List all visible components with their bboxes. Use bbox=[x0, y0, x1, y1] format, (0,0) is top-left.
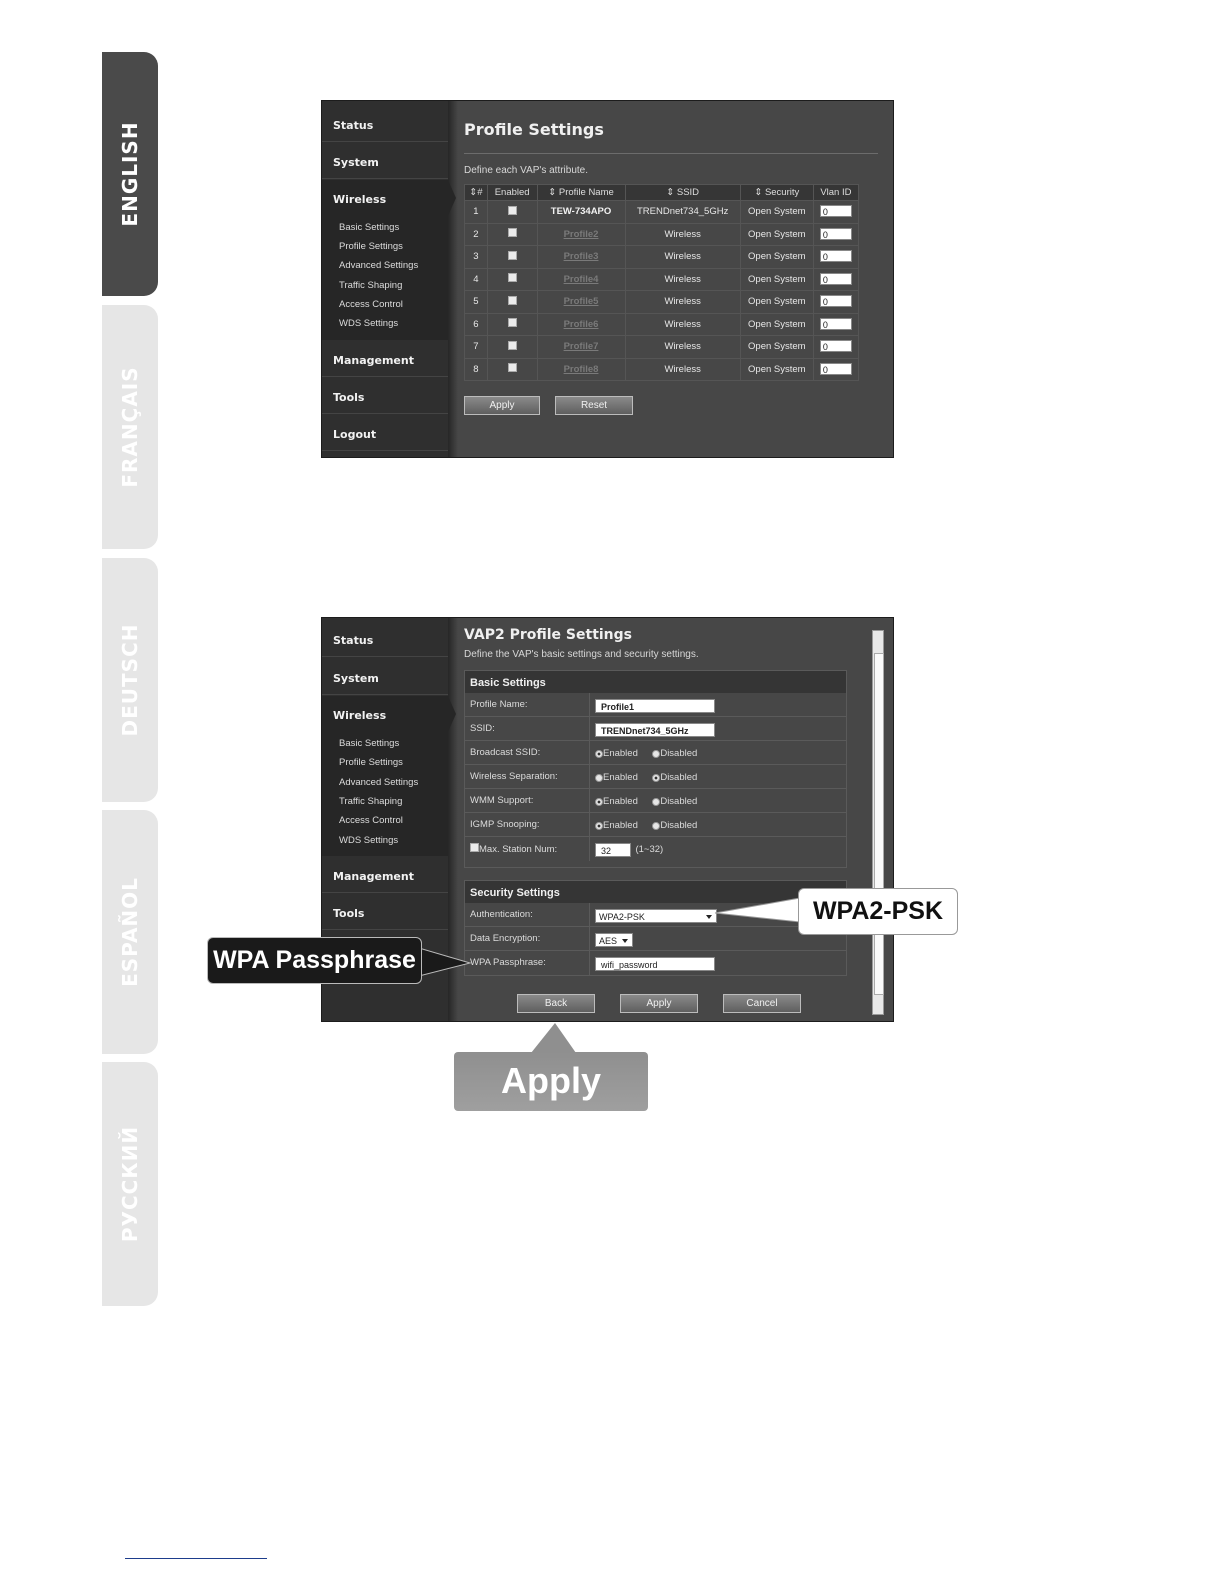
nav-tools[interactable]: Tools bbox=[322, 378, 448, 414]
table-row bbox=[465, 291, 859, 314]
row-security: Open System bbox=[740, 201, 813, 224]
table-row bbox=[465, 313, 859, 336]
wmm-enabled-radio[interactable] bbox=[595, 798, 603, 806]
footer-rule bbox=[125, 1558, 267, 1559]
row-profile-name[interactable]: Profile7 bbox=[537, 336, 625, 359]
col-vlan-id[interactable]: Vlan ID bbox=[813, 185, 858, 201]
nav-sub-profile-settings[interactable]: Profile Settings bbox=[339, 757, 403, 768]
nav-sub-traffic-shaping[interactable]: Traffic Shaping bbox=[339, 280, 403, 291]
vertical-scrollbar[interactable] bbox=[872, 630, 884, 1015]
row-security: Open System bbox=[740, 336, 813, 359]
enabled-checkbox[interactable] bbox=[508, 296, 517, 305]
row-enabled-cell bbox=[487, 291, 537, 314]
nav-wireless[interactable] bbox=[322, 696, 448, 856]
page-description: Define each VAP's attribute. bbox=[464, 165, 589, 176]
nav-sub-access-control[interactable]: Access Control bbox=[339, 815, 403, 826]
broadcast-enabled-radio[interactable] bbox=[595, 750, 603, 758]
table-row bbox=[465, 268, 859, 291]
nav-system[interactable]: System bbox=[322, 143, 448, 179]
row-enabled-cell bbox=[487, 268, 537, 291]
page-description: Define the VAP's basic settings and security settings. bbox=[464, 649, 699, 660]
enabled-checkbox[interactable] bbox=[508, 273, 517, 282]
tab-russian-label: РУССКИЙ bbox=[118, 1125, 142, 1243]
tab-deutsch[interactable] bbox=[102, 558, 158, 802]
row-number: 3 bbox=[465, 246, 488, 269]
sidebar-nav bbox=[322, 101, 448, 457]
security-settings-heading: Security Settings bbox=[465, 881, 846, 903]
row-ssid: Wireless bbox=[625, 291, 740, 314]
row-ssid: Wireless bbox=[625, 313, 740, 336]
separation-enabled-radio[interactable] bbox=[595, 774, 603, 782]
row-security: Open System bbox=[740, 291, 813, 314]
nav-wireless-label: Wireless bbox=[333, 709, 387, 722]
row-profile-name[interactable]: Profile4 bbox=[537, 268, 625, 291]
apply-button[interactable]: Apply bbox=[464, 396, 540, 415]
max-station-checkbox[interactable] bbox=[470, 843, 479, 852]
profile-settings-screenshot bbox=[321, 100, 894, 458]
apply-callout-pointer bbox=[531, 1023, 576, 1053]
col-enabled[interactable]: Enabled bbox=[487, 185, 537, 201]
table-header-row bbox=[465, 185, 859, 201]
enabled-checkbox[interactable] bbox=[508, 251, 517, 260]
row-enabled-cell bbox=[487, 246, 537, 269]
row-enabled-cell bbox=[487, 358, 537, 381]
wireless-separation-label: Wireless Separation: bbox=[470, 771, 558, 782]
wmm-support-label: WMM Support: bbox=[470, 795, 534, 806]
max-station-label: Max. Station Num: bbox=[479, 844, 558, 855]
tab-english-label: ENGLISH bbox=[118, 121, 142, 227]
nav-sub-access-control[interactable]: Access Control bbox=[339, 299, 403, 310]
col-number[interactable]: ⇕# bbox=[465, 185, 488, 201]
nav-management[interactable]: Management bbox=[322, 857, 448, 893]
authentication-select[interactable]: WPA2-PSK bbox=[595, 909, 717, 923]
tab-deutsch-label: DEUTSCH bbox=[118, 623, 142, 737]
tab-russian[interactable] bbox=[102, 1062, 158, 1306]
nav-sub-basic-settings[interactable]: Basic Settings bbox=[339, 222, 400, 233]
vlan-id-input[interactable]: 0 bbox=[820, 273, 852, 285]
cancel-button[interactable]: Cancel bbox=[723, 994, 801, 1013]
row-vlan-cell bbox=[813, 336, 858, 359]
authentication-row bbox=[465, 903, 846, 927]
nav-system[interactable]: System bbox=[322, 659, 448, 695]
tab-espanol[interactable] bbox=[102, 810, 158, 1054]
tab-francais[interactable] bbox=[102, 305, 158, 549]
ssid-input[interactable]: TRENDnet734_5GHz bbox=[595, 723, 715, 737]
row-vlan-cell bbox=[813, 358, 858, 381]
row-security: Open System bbox=[740, 358, 813, 381]
max-station-range: (1~32) bbox=[635, 844, 664, 856]
row-vlan-cell bbox=[813, 268, 858, 291]
page-title: Profile Settings bbox=[464, 120, 604, 139]
col-security[interactable]: ⇕ Security bbox=[740, 185, 813, 201]
vlan-id-input[interactable]: 0 bbox=[820, 340, 852, 352]
table-row bbox=[465, 223, 859, 246]
row-ssid: Wireless bbox=[625, 336, 740, 359]
nav-sub-wds-settings[interactable]: WDS Settings bbox=[339, 318, 399, 329]
row-number: 7 bbox=[465, 336, 488, 359]
enabled-checkbox[interactable] bbox=[508, 228, 517, 237]
tab-francais-label: FRANÇAIS bbox=[118, 366, 142, 488]
nav-sub-wds-settings[interactable]: WDS Settings bbox=[339, 835, 399, 846]
row-number: 5 bbox=[465, 291, 488, 314]
igmp-snooping-label: IGMP Snooping: bbox=[470, 819, 540, 830]
nav-tools[interactable]: Tools bbox=[322, 894, 448, 930]
back-button[interactable]: Back bbox=[517, 994, 595, 1013]
row-number: 4 bbox=[465, 268, 488, 291]
vlan-id-input[interactable]: 0 bbox=[820, 250, 852, 262]
row-enabled-cell bbox=[487, 201, 537, 224]
enabled-checkbox[interactable] bbox=[508, 318, 517, 327]
page-title: VAP2 Profile Settings bbox=[464, 627, 633, 643]
igmp-snooping-row: IGMP Snooping: Enabled Disabled bbox=[465, 813, 846, 837]
chevron-down-icon bbox=[622, 939, 628, 943]
row-number: 2 bbox=[465, 223, 488, 246]
row-number: 1 bbox=[465, 201, 488, 224]
wpa-passphrase-row bbox=[465, 951, 846, 975]
row-ssid: Wireless bbox=[625, 223, 740, 246]
wpa-passphrase-input[interactable]: wifi_password bbox=[595, 957, 715, 971]
basic-settings-section bbox=[464, 670, 847, 868]
row-profile-name[interactable]: Profile2 bbox=[537, 223, 625, 246]
max-station-row bbox=[465, 837, 846, 861]
broadcast-ssid-row: Broadcast SSID: Enabled Disabled bbox=[465, 741, 846, 765]
chevron-down-icon bbox=[706, 915, 712, 919]
vlan-id-input[interactable]: 0 bbox=[820, 318, 852, 330]
row-vlan-cell bbox=[813, 223, 858, 246]
wireless-separation-row: Wireless Separation: Enabled Disabled bbox=[465, 765, 846, 789]
row-ssid: Wireless bbox=[625, 246, 740, 269]
wmm-support-row: WMM Support: Enabled Disabled bbox=[465, 789, 846, 813]
row-number: 6 bbox=[465, 313, 488, 336]
enabled-checkbox[interactable] bbox=[508, 363, 517, 372]
row-ssid: TRENDnet734_5GHz bbox=[625, 201, 740, 224]
row-profile-name[interactable]: TEW-734APO bbox=[537, 201, 625, 224]
nav-sub-advanced-settings[interactable]: Advanced Settings bbox=[339, 260, 419, 271]
security-settings-section bbox=[464, 880, 847, 976]
wpa-passphrase-callout: WPA Passphrase bbox=[207, 937, 422, 984]
nav-sub-basic-settings[interactable]: Basic Settings bbox=[339, 738, 400, 749]
reset-button[interactable]: Reset bbox=[555, 396, 633, 415]
tab-espanol-label: ESPAÑOL bbox=[118, 877, 142, 987]
row-vlan-cell bbox=[813, 291, 858, 314]
row-security: Open System bbox=[740, 223, 813, 246]
vap-table bbox=[464, 184, 859, 381]
nav-status[interactable]: Status bbox=[322, 621, 448, 657]
data-encryption-row bbox=[465, 927, 846, 951]
wpa2-psk-callout: WPA2-PSK bbox=[798, 888, 958, 935]
igmp-enabled-radio[interactable] bbox=[595, 822, 603, 830]
nav-wireless-label: Wireless bbox=[333, 193, 387, 206]
row-number: 8 bbox=[465, 358, 488, 381]
col-profile-name[interactable]: ⇕ Profile Name bbox=[537, 185, 625, 201]
apply-callout: Apply bbox=[454, 1052, 648, 1111]
enabled-checkbox[interactable] bbox=[508, 206, 517, 215]
row-profile-name[interactable]: Profile5 bbox=[537, 291, 625, 314]
ssid-row bbox=[465, 717, 846, 741]
nav-management[interactable]: Management bbox=[322, 341, 448, 377]
nav-status[interactable]: Status bbox=[322, 106, 448, 142]
row-security: Open System bbox=[740, 268, 813, 291]
tab-english[interactable] bbox=[102, 52, 158, 296]
row-enabled-cell bbox=[487, 313, 537, 336]
table-row bbox=[465, 358, 859, 381]
row-vlan-cell bbox=[813, 313, 858, 336]
row-ssid: Wireless bbox=[625, 358, 740, 381]
row-vlan-cell bbox=[813, 201, 858, 224]
row-security: Open System bbox=[740, 246, 813, 269]
row-profile-name[interactable]: Profile8 bbox=[537, 358, 625, 381]
apply-button[interactable]: Apply bbox=[620, 994, 698, 1013]
nav-sub-advanced-settings[interactable]: Advanced Settings bbox=[339, 777, 419, 788]
vlan-id-input[interactable]: 0 bbox=[820, 228, 852, 240]
scrollbar-thumb[interactable] bbox=[874, 653, 884, 995]
vlan-id-input[interactable]: 0 bbox=[820, 295, 852, 307]
row-profile-name[interactable]: Profile3 bbox=[537, 246, 625, 269]
profile-name-input[interactable]: Profile1 bbox=[595, 699, 715, 713]
data-encryption-label: Data Encryption: bbox=[470, 933, 541, 944]
table-row bbox=[465, 246, 859, 269]
max-station-input[interactable]: 32 bbox=[595, 843, 631, 857]
row-vlan-cell bbox=[813, 246, 858, 269]
nav-logout[interactable]: Logout bbox=[322, 415, 448, 451]
vlan-id-input[interactable]: 0 bbox=[820, 363, 852, 375]
enabled-checkbox[interactable] bbox=[508, 341, 517, 350]
vlan-id-input[interactable]: 0 bbox=[820, 205, 852, 217]
profile-name-row bbox=[465, 693, 846, 717]
row-enabled-cell bbox=[487, 336, 537, 359]
ssid-label: SSID: bbox=[470, 723, 495, 734]
basic-settings-heading: Basic Settings bbox=[465, 671, 846, 693]
nav-sub-traffic-shaping[interactable]: Traffic Shaping bbox=[339, 796, 403, 807]
row-security: Open System bbox=[740, 313, 813, 336]
wpa-passphrase-label: WPA Passphrase: bbox=[470, 957, 546, 968]
col-ssid[interactable]: ⇕ SSID bbox=[625, 185, 740, 201]
row-ssid: Wireless bbox=[625, 268, 740, 291]
row-profile-name[interactable]: Profile6 bbox=[537, 313, 625, 336]
table-row bbox=[465, 201, 859, 224]
broadcast-ssid-label: Broadcast SSID: bbox=[470, 747, 541, 758]
authentication-label: Authentication: bbox=[470, 909, 533, 920]
table-row bbox=[465, 336, 859, 359]
nav-sub-profile-settings[interactable]: Profile Settings bbox=[339, 241, 403, 252]
profile-name-label: Profile Name: bbox=[470, 699, 528, 710]
row-enabled-cell bbox=[487, 223, 537, 246]
data-encryption-select[interactable]: AES bbox=[595, 933, 633, 947]
